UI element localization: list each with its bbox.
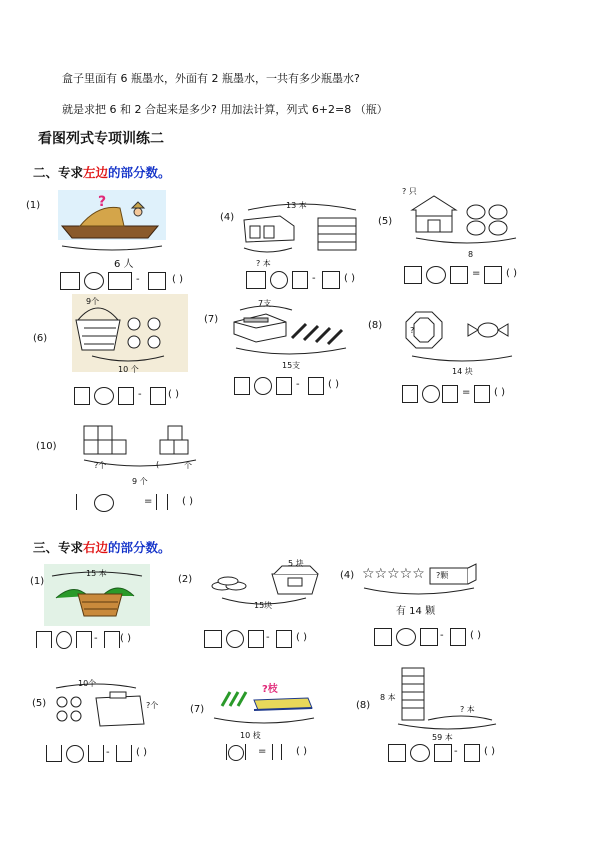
- s3-q2-blank-3[interactable]: [276, 630, 292, 648]
- candy-box-picture: [392, 306, 522, 372]
- s3-q2-operator-circle[interactable]: [226, 630, 244, 648]
- s3-q5-blank-3[interactable]: [116, 745, 132, 762]
- s3-q2-blank-2[interactable]: [248, 630, 264, 648]
- q10-operator-circle[interactable]: [94, 494, 114, 512]
- s3-q5-answer[interactable]: ( ): [136, 747, 147, 758]
- q5-operator-circle[interactable]: [426, 266, 446, 284]
- s3-q7-right-label: ?枝: [262, 684, 278, 695]
- s3-q8-left-label: 8 本: [380, 693, 396, 702]
- intro-line-1: 盒子里面有 6 瓶墨水，外面有 2 瓶墨水，一共有多少瓶墨水?: [62, 72, 360, 85]
- q8-answer[interactable]: ( ): [494, 387, 505, 398]
- q5-equals: =: [472, 268, 481, 279]
- s3-q1-answer[interactable]: ( ): [120, 633, 131, 644]
- q7-blank-2[interactable]: [276, 377, 292, 395]
- q8-left-label: ?: [410, 326, 415, 335]
- s3-q5-operator-circle[interactable]: [66, 745, 84, 763]
- q4-blank-1[interactable]: [246, 271, 266, 289]
- s3-q8-blank-2[interactable]: [434, 744, 452, 762]
- s3-q1-equals: -: [94, 633, 98, 644]
- q4-blank-2[interactable]: [292, 271, 308, 289]
- q7-number: (7): [204, 314, 219, 325]
- s3-q7-answer[interactable]: ( ): [296, 746, 307, 757]
- q4-operator-circle[interactable]: [270, 271, 288, 289]
- s3-q8-blank-1[interactable]: [388, 744, 406, 762]
- s3-q7-equals: =: [258, 746, 267, 757]
- q5-blank-2[interactable]: [450, 266, 468, 284]
- q1-blank-3[interactable]: [148, 272, 166, 290]
- s3-q4-blank-3[interactable]: [450, 628, 466, 646]
- section-3-highlight: 右边: [83, 540, 109, 555]
- section-2-highlight: 左边: [83, 165, 109, 180]
- book-stack-picture: [384, 664, 504, 736]
- q6-blank-1[interactable]: [74, 387, 90, 405]
- s3-q5-blank-1[interactable]: [46, 745, 62, 762]
- q10-right-bracket: (: [156, 460, 160, 469]
- q6-bottom-label: 10 个: [118, 365, 139, 374]
- q4-bottom-label: ? 本: [256, 259, 271, 268]
- s3-q4-answer[interactable]: ( ): [470, 630, 481, 641]
- q1-number: (1): [26, 200, 41, 211]
- s3-q8-equals: -: [454, 746, 458, 757]
- q5-answer[interactable]: ( ): [506, 268, 517, 279]
- s3-q1-blank-2[interactable]: [76, 631, 92, 648]
- s3-q8-bottom-label: 59 本: [432, 733, 453, 742]
- q7-blank-3[interactable]: [308, 377, 324, 395]
- s3-q4-blank-1[interactable]: [374, 628, 392, 646]
- q6-answer[interactable]: ( ): [168, 389, 179, 400]
- s3-q5-blank-2[interactable]: [88, 745, 104, 762]
- q7-equals: -: [296, 379, 300, 390]
- q1-operator-circle[interactable]: [84, 272, 104, 290]
- pencils-picture: [226, 298, 356, 364]
- s3-q1-number: (1): [30, 576, 45, 587]
- q1-answer[interactable]: ( ): [172, 274, 183, 285]
- s3-q2-answer[interactable]: ( ): [296, 632, 307, 643]
- q1-total: 6 人: [114, 259, 134, 270]
- s3-q4-operator-circle[interactable]: [396, 628, 416, 646]
- q5-bottom-label: 8: [468, 250, 474, 259]
- s3-q5-equals: -: [106, 747, 110, 758]
- q8-blank-1[interactable]: [402, 385, 418, 403]
- q8-bottom-label: 14 块: [452, 367, 473, 376]
- s3-q2-number: (2): [178, 574, 193, 585]
- intro-line-2: 就是求把 6 和 2 合起来是多少? 用加法计算，列式 6+2=8 （瓶）: [62, 103, 388, 116]
- q8-equals: =: [462, 387, 471, 398]
- q7-top-label: 7支: [258, 299, 272, 308]
- section-2-suffix: 的部分数。: [108, 165, 171, 180]
- q6-equals: -: [138, 389, 142, 400]
- q10-blank-1[interactable]: [76, 494, 77, 510]
- s3-q2-equals: -: [266, 632, 270, 643]
- q8-operator-circle[interactable]: [422, 385, 440, 403]
- q6-number: (6): [33, 333, 48, 344]
- s3-q4-bottom-label: 有 14 颗: [396, 606, 436, 617]
- s3-q1-operator-circle[interactable]: [56, 631, 72, 649]
- q10-left-label: ?个: [94, 461, 107, 470]
- s3-q8-operator-circle[interactable]: [410, 744, 430, 762]
- s3-q7-blank-3[interactable]: [272, 744, 282, 760]
- q10-blank-3[interactable]: [156, 494, 168, 510]
- q4-top-label: 13 本: [286, 201, 307, 210]
- s3-q7-operator-circle[interactable]: [228, 745, 244, 761]
- q7-blank-1[interactable]: [234, 377, 250, 395]
- q10-right-label: 个: [184, 461, 192, 470]
- q7-bottom-label: 15支: [282, 361, 301, 370]
- s3-q8-blank-3[interactable]: [464, 744, 480, 762]
- section-2-heading: [33, 163, 171, 181]
- q4-equals: -: [312, 273, 316, 284]
- q4-blank-3[interactable]: [322, 271, 340, 289]
- q6-operator-circle[interactable]: [94, 387, 114, 405]
- s3-q8-right-label: ? 本: [460, 705, 475, 714]
- q7-answer[interactable]: ( ): [328, 379, 339, 390]
- q5-top-label: ? 只: [402, 187, 417, 196]
- q5-number: (5): [378, 216, 393, 227]
- s3-q5-number: (5): [32, 698, 47, 709]
- s3-q2-bottom-label: 15块: [254, 601, 273, 610]
- q1-blank-2[interactable]: [108, 272, 132, 290]
- section-3-prefix: 三、专求: [33, 540, 84, 555]
- s3-q8-answer[interactable]: ( ): [484, 746, 495, 757]
- section-3-heading: [33, 538, 171, 556]
- s3-q2-top-label: 5 块: [288, 559, 304, 568]
- q4-number: (4): [220, 212, 235, 223]
- s3-q7-bottom-label: 10 枝: [240, 731, 261, 740]
- q6-blank-2[interactable]: [118, 387, 134, 405]
- q10-answer[interactable]: ( ): [182, 496, 193, 507]
- s3-q4-number: (4): [340, 570, 355, 581]
- q8-number: (8): [368, 320, 383, 331]
- s3-q4-blank-2[interactable]: [420, 628, 438, 646]
- q5-blank-1[interactable]: [404, 266, 422, 284]
- q10-equals: =: [144, 496, 153, 507]
- section-2-prefix: 二、专求: [33, 165, 84, 180]
- s3-q4-equals: -: [440, 630, 444, 641]
- s3-q4-right-label: ?颗: [436, 571, 449, 580]
- s3-q2-blank-1[interactable]: [204, 630, 222, 648]
- section-3-suffix: 的部分数。: [108, 540, 171, 555]
- house-dogs-picture: [396, 188, 526, 256]
- boat-picture: [58, 190, 166, 260]
- q6-blank-3[interactable]: [150, 387, 166, 405]
- page-title: 看图列式专项训练二: [38, 131, 164, 147]
- s3-q5-top-label: 10个: [78, 679, 97, 688]
- s3-q1-blank-1[interactable]: [36, 631, 52, 648]
- svg-text:☆☆☆☆☆: ☆☆☆☆☆: [362, 566, 425, 582]
- q10-total-label: 9 个: [132, 477, 148, 486]
- q8-blank-2[interactable]: [442, 385, 458, 403]
- s3-q5-right-label: ?个: [146, 701, 159, 710]
- q5-blank-3[interactable]: [484, 266, 502, 284]
- q7-operator-circle[interactable]: [254, 377, 272, 395]
- q4-answer[interactable]: ( ): [344, 273, 355, 284]
- svg-text:?: ?: [98, 194, 107, 210]
- s3-q8-number: (8): [356, 700, 371, 711]
- s3-q1-total: 15 本: [86, 569, 107, 578]
- q6-top-label: 9个: [86, 297, 100, 306]
- q1-equals: -: [136, 274, 140, 285]
- q1-blank-1[interactable]: [60, 272, 80, 290]
- s3-q7-number: (7): [190, 704, 205, 715]
- s3-q1-blank-3[interactable]: [104, 631, 120, 648]
- q8-blank-3[interactable]: [474, 385, 490, 403]
- q10-number: (10): [36, 441, 57, 452]
